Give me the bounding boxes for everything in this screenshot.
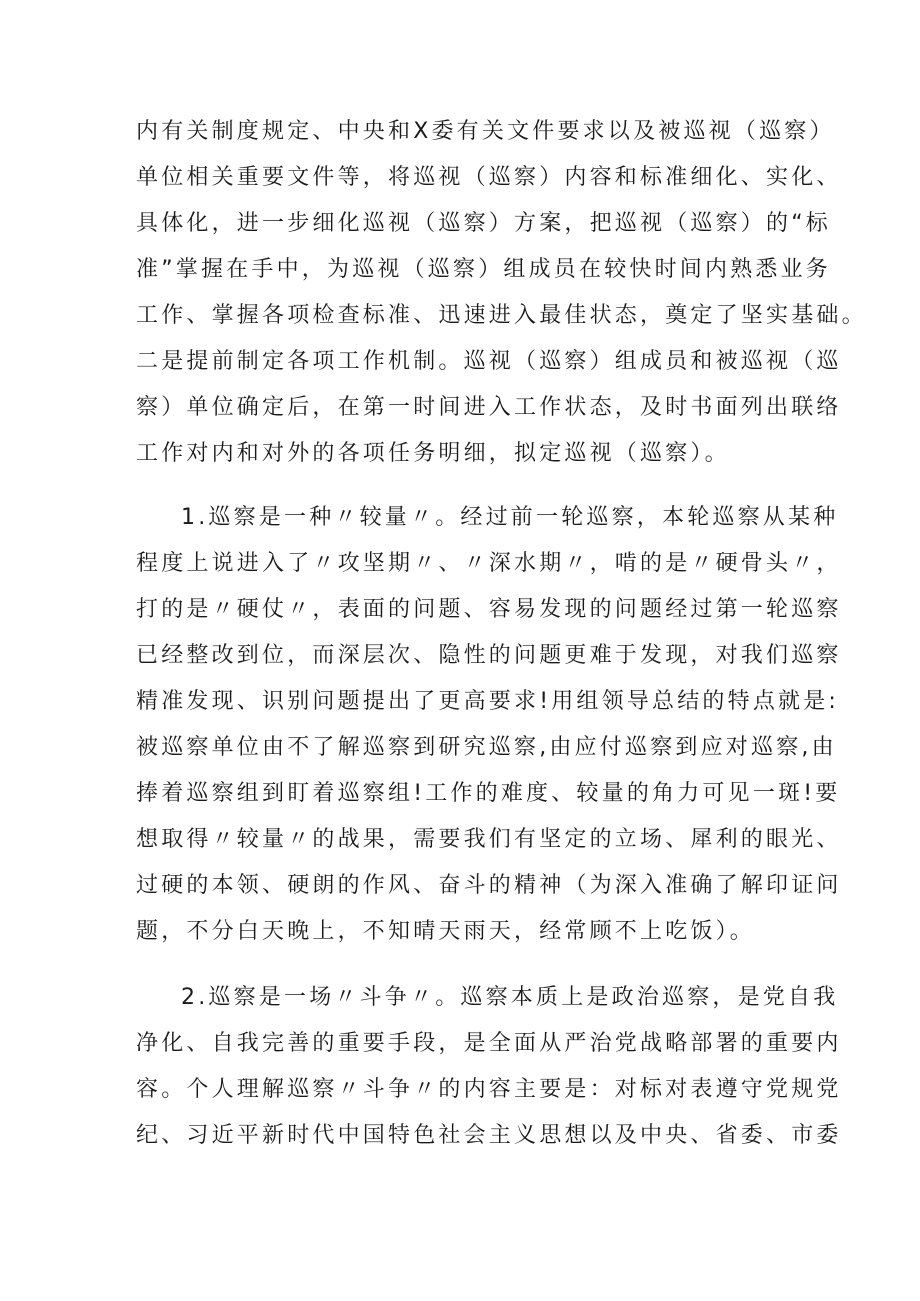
text-line: 精准发现、识别问题提出了更高要求!用组领导总结的特点就是: <box>136 689 840 714</box>
text-line: 程度上说进入了〃攻坚期〃、〃深水期〃，啃的是〃硬骨头〃， <box>136 551 842 576</box>
text-line: 内有关制度规定、中央和X委有关文件要求以及被巡视（巡察） <box>136 119 835 144</box>
text-line: 具体化，进一步细化巡视（巡察）方案，把巡视（巡察）的“标 <box>136 211 831 236</box>
text-line: 1.巡察是一种〃较量〃。经过前一轮巡察，本轮巡察从某种 <box>181 505 839 530</box>
text-line: 打的是〃硬仗〃，表面的问题、容易发现的问题经过第一轮巡察 <box>136 597 842 622</box>
text-line: 工作、掌握各项检查标准、迅速进入最佳状态，奠定了坚实基础。 <box>136 303 867 328</box>
text-line: 净化、自我完善的重要手段，是全面从严治党战略部署的重要内 <box>136 1031 842 1056</box>
text-line: 已经整改到位，而深层次、隐性的问题更难于发现，对我们巡察 <box>136 643 842 668</box>
text-line: 捧着巡察组到盯着巡察组!工作的难度、较量的角力可见一斑!要 <box>136 781 841 806</box>
text-line: 2.巡察是一场〃斗争〃。巡察本质上是政治巡察，是党自我 <box>181 985 839 1010</box>
text-line: 被巡察单位由不了解巡察到研究巡察,由应付巡察到应对巡察,由 <box>136 735 837 760</box>
text-line: 工作对内和对外的各项任务明细，拟定巡视（巡察）。 <box>136 441 730 466</box>
text-line: 纪、习近平新时代中国特色社会主义思想以及中央、省委、市委 <box>136 1123 842 1148</box>
text-line: 二是提前制定各项工作机制。巡视（巡察）组成员和被巡视（巡 <box>136 349 842 374</box>
text-line: 容。个人理解巡察〃斗争〃的内容主要是：对标对表遵守党规党 <box>136 1077 842 1102</box>
text-line: 单位相关重要文件等，将巡视（巡察）内容和标准细化、实化、 <box>136 165 842 190</box>
text-line: 过硬的本领、硬朗的作风、奋斗的精神（为深入准确了解印证问 <box>136 873 842 898</box>
text-line: 准”掌握在手中，为巡视（巡察）组成员在较快时间内熟悉业务 <box>136 257 831 282</box>
text-line: 察）单位确定后，在第一时间进入工作状态，及时书面列出联络 <box>136 395 842 420</box>
text-line: 想取得〃较量〃的战果，需要我们有坚定的立场、犀利的眼光、 <box>136 827 842 852</box>
text-line: 题，不分白天晚上，不知晴天雨天，经常顾不上吃饭）。 <box>136 919 756 944</box>
